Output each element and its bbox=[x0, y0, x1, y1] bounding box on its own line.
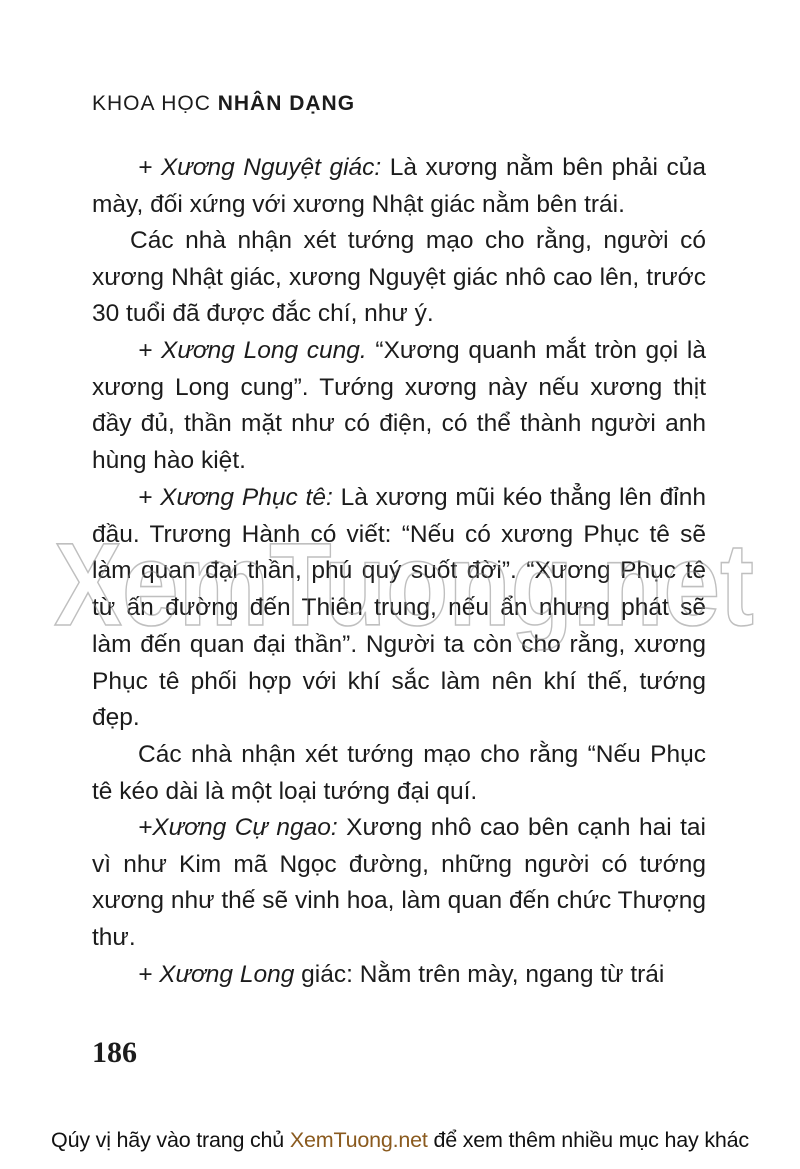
watermark-text: XemTuong.net bbox=[54, 519, 754, 651]
footer-notice bbox=[0, 1128, 800, 1153]
paragraph-nguyet-giac bbox=[92, 150, 706, 223]
paragraph-text: Là xương mũi kéo thẳng lên đỉnh đầu. Trương Hành có viết: “Nếu có xương Phục tê sẽ làm quan đại thần, phú quý suốt đời”. “Xương Phục tê từ ấn đường đến Thiên trung, nếu ẩn nhưng phát sẽ làm đến quan đại thần”. Người ta còn cho rằng, xương Phục tê phối hợp với khí sắc làm nên khí thế, tướng đẹp. bbox=[92, 484, 706, 732]
paragraph-lead: + Xương Phục tê: bbox=[138, 484, 333, 511]
paragraph-phuc-te bbox=[92, 480, 706, 737]
header-prefix: KHOA HỌC bbox=[92, 92, 218, 115]
paragraph-text: Xương nhô cao bên cạnh hai tai vì như Kim mã Ngọc đường, những người có tướng xương như thế sẽ vinh hoa, làm quan đến chức Thượng thư. bbox=[92, 814, 706, 952]
footer-site-link[interactable]: XemTuong.net bbox=[289, 1128, 428, 1152]
footer-text-after: để xem thêm nhiều mục hay khác bbox=[427, 1128, 749, 1152]
paragraph-nhan-xet-1 bbox=[92, 223, 706, 333]
running-header bbox=[92, 92, 355, 116]
paragraph-lead: +Xương Cự ngao: bbox=[138, 814, 338, 841]
paragraph-text: giác: Nằm trên mày, ngang từ trái bbox=[294, 961, 665, 988]
paragraph-lead: + Xương Nguyệt giác: bbox=[138, 154, 382, 181]
paragraph-nhan-xet-2 bbox=[92, 737, 706, 810]
header-title: NHÂN DẠNG bbox=[217, 92, 356, 115]
paragraph-long-giac bbox=[92, 957, 706, 994]
paragraph-text: Các nhà nhận xét tướng mạo cho rằng, người có xương Nhật giác, xương Nguyệt giác nhô cao lên, trước 30 tuổi đã được đắc chí, như ý. bbox=[92, 227, 706, 328]
paragraph-lead: + Xương Long bbox=[138, 961, 295, 988]
paragraph-text: Các nhà nhận xét tướng mạo cho rằng “Nếu Phục tê kéo dài là một loại tướng đại quí. bbox=[92, 741, 706, 805]
paragraph-text: “Xương quanh mắt tròn gọi là xương Long cung”. Tướng xương này nếu xương thịt đầy đủ, thần mặt như có điện, có thể thành người anh hùng hào kiệt. bbox=[92, 337, 706, 475]
paragraph-cu-ngao bbox=[92, 810, 706, 957]
paragraph-long-cung bbox=[92, 333, 706, 480]
paragraph-text: Là xương nằm bên phải của mày, đối xứng với xương Nhật giác nằm bên trái. bbox=[92, 154, 706, 218]
paragraph-lead: + Xương Long cung. bbox=[138, 337, 367, 364]
page-number: 186 bbox=[92, 1036, 137, 1069]
footer-text-before: Qúy vị hãy vào trang chủ bbox=[51, 1128, 290, 1152]
